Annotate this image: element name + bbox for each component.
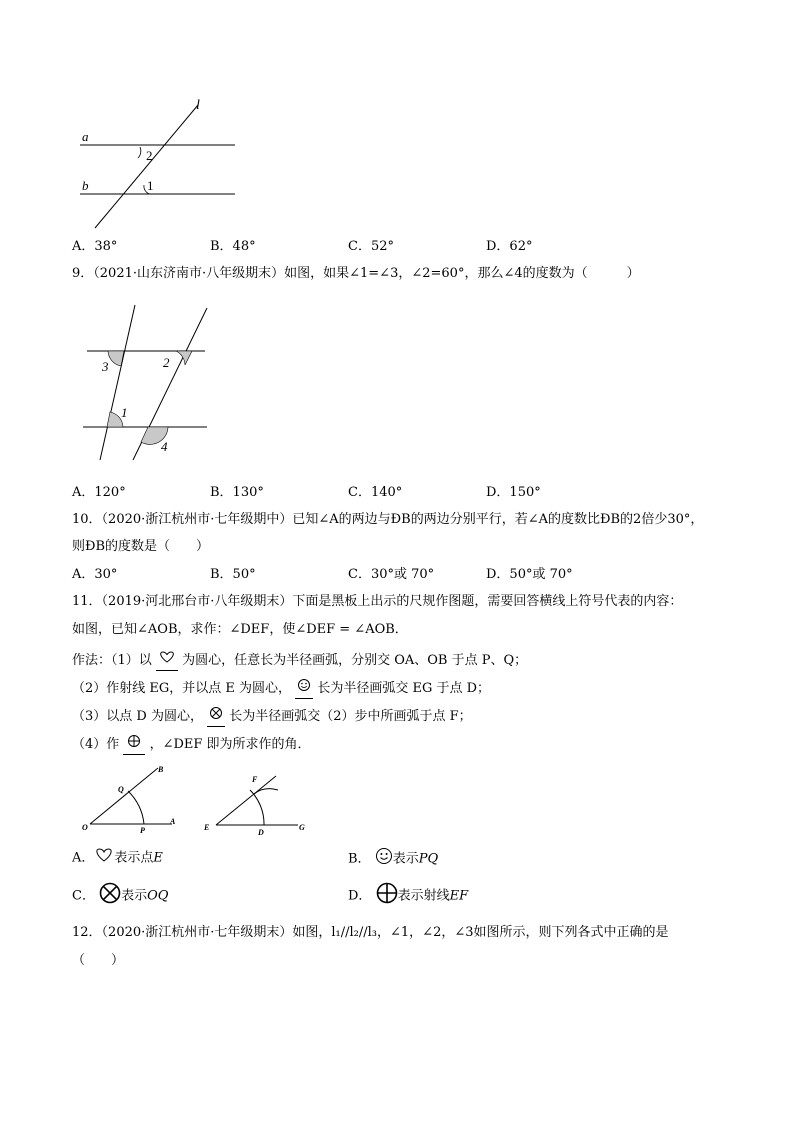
q9-option-d: D．150° bbox=[486, 485, 541, 500]
q9-option-c: C．140° bbox=[348, 485, 403, 500]
q12-stem-line2: （ ） bbox=[72, 953, 125, 968]
q9-angle-2: 2 bbox=[163, 355, 170, 370]
q8-option-b: B．48° bbox=[210, 239, 256, 254]
q11-label-e: E bbox=[204, 823, 210, 832]
q11-label-f: F bbox=[252, 775, 258, 784]
q11-stem-line1: 11．（2019·河北邢台市·八年级期末）下面是黑板上出示的尺规作图题，需要回答横线上符号代表的内容： bbox=[72, 594, 683, 609]
q8-option-d: D．62° bbox=[486, 239, 533, 254]
q10-option-a: A．30° bbox=[72, 567, 118, 582]
q11-label-q: Q bbox=[118, 785, 124, 794]
q11-step4: （4）作 ，∠DEF 即为所求作的角． bbox=[72, 734, 311, 755]
q8-label-b: b bbox=[82, 178, 89, 193]
q10-option-b: B．50° bbox=[210, 567, 256, 582]
q9-option-a: A．120° bbox=[72, 485, 126, 500]
q11-label-a: A bbox=[170, 817, 176, 826]
q11-figure-aob bbox=[80, 760, 190, 835]
q11-option-d: D． 表示射线EF bbox=[348, 882, 468, 910]
q8-angle-2: 2 bbox=[146, 148, 153, 163]
q11-option-c: C． 表示OQ bbox=[72, 882, 168, 910]
q8-option-c: C．52° bbox=[348, 239, 394, 254]
q11-figure-def bbox=[200, 768, 320, 838]
heart-icon bbox=[156, 650, 178, 671]
q9-angle-3: 3 bbox=[102, 359, 109, 374]
q11-option-b: B． 表示PQ bbox=[348, 847, 438, 871]
q9-angle-1: 1 bbox=[121, 405, 128, 420]
q11-step3: （3）以点 D 为圆心， 长为半径画弧交（2）步中所画弧于点 F； bbox=[72, 706, 472, 727]
smiley-icon bbox=[295, 678, 313, 699]
circle-plus-icon bbox=[376, 882, 398, 910]
q10-stem-line2: 则ÐB的度数是（ ） bbox=[72, 539, 210, 554]
q8-option-a: A．38° bbox=[72, 239, 118, 254]
q11-label-p: P bbox=[140, 826, 145, 835]
q11-label-d: D bbox=[258, 828, 264, 837]
q10-option-c: C．30°或 70° bbox=[348, 567, 435, 582]
q11-step1: 作法：（1）以 为圆心，任意长为半径画弧，分别交 OA、OB 于点 P、Q； bbox=[72, 650, 527, 671]
q10-stem-line1: 10．（2020·浙江杭州市·七年级期中）已知∠A的两边与ÐB的两边分别平行，若∠A的度数比ÐB的2倍少30°， bbox=[72, 512, 704, 527]
circle-x-icon bbox=[99, 882, 121, 910]
circle-x-icon bbox=[207, 706, 225, 727]
q8-label-l: l bbox=[196, 98, 200, 113]
q8-figure bbox=[70, 95, 250, 235]
smiley-icon bbox=[375, 847, 393, 871]
q12-stem-line1: 12．（2020·浙江杭州市·七年级期末）如图，l₁//l₂//l₃，∠1，∠2，∠3如图所示，则下列各式中正确的是 bbox=[72, 925, 669, 940]
circle-plus-icon bbox=[123, 734, 145, 755]
q11-label-g: G bbox=[299, 823, 305, 832]
q11-label-b: B bbox=[158, 765, 164, 774]
q8-label-a: a bbox=[82, 129, 89, 144]
q11-stem-line2: 如图，已知∠AOB，求作：∠DEF，使∠DEF = ∠AOB． bbox=[72, 622, 408, 637]
q9-figure bbox=[75, 300, 220, 465]
q11-step2: （2）作射线 EG，并以点 E 为圆心， 长为半径画弧交 EG 于点 D； bbox=[72, 678, 490, 699]
heart-icon bbox=[94, 847, 114, 869]
q9-stem: 9．（2021·山东济南市·八年级期末）如图，如果∠1=∠3，∠2=60°，那么∠4的度数为（ ） bbox=[72, 266, 640, 281]
q10-option-d: D．50°或 70° bbox=[486, 567, 573, 582]
q8-angle-1: 1 bbox=[147, 178, 154, 193]
q11-option-a: A． 表示点E bbox=[72, 847, 163, 869]
q9-angle-4: 4 bbox=[161, 439, 168, 454]
q11-label-o: O bbox=[82, 823, 88, 832]
q9-option-b: B．130° bbox=[210, 485, 264, 500]
